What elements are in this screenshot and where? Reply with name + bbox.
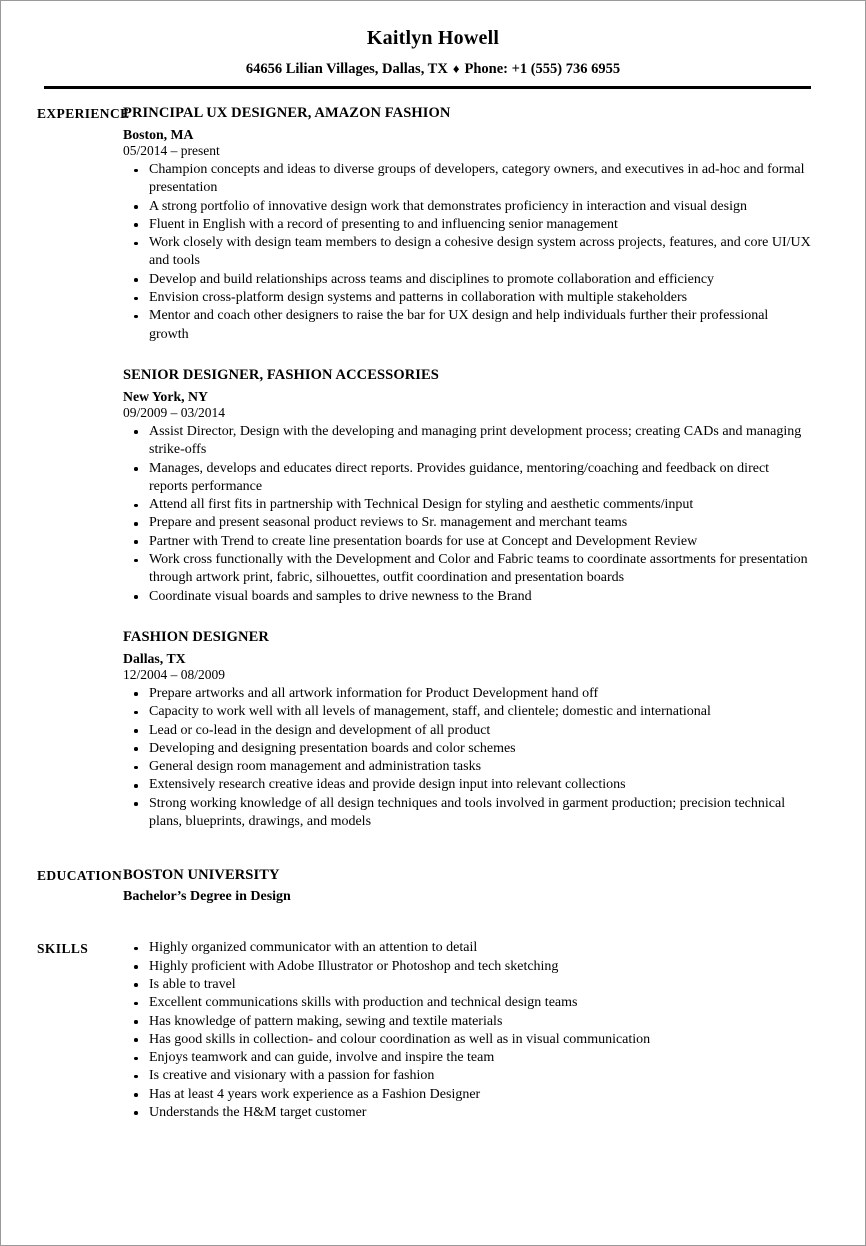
skill-bullet: Has at least 4 years work experience as a Fashion Designer: [123, 1086, 811, 1104]
skill-bullet: Has good skills in collection- and colour coordination as well as in visual communication: [123, 1031, 811, 1049]
section-label-skills: SKILLS: [37, 941, 89, 957]
skill-bullet: Highly proficient with Adobe Illustrator or Photoshop and tech sketching: [123, 958, 811, 976]
job-bullet: Attend all first fits in partnership with Technical Design for styling and aesthetic comments/input: [123, 496, 811, 514]
job-dates: 12/2004 – 08/2009: [123, 666, 226, 682]
job-location: Dallas, TX: [123, 650, 186, 666]
header-divider: [44, 86, 811, 89]
candidate-name: Kaitlyn Howell: [366, 27, 500, 49]
resume-body: [1, 104, 865, 1122]
resume-header: [1, 1, 865, 89]
job-bullet: Prepare and present seasonal product reviews to Sr. management and merchant teams: [123, 514, 811, 532]
education-entries: [123, 866, 865, 906]
job-title: PRINCIPAL UX DESIGNER, AMAZON FASHION: [123, 105, 451, 121]
job-bullet-list: [123, 161, 811, 344]
section-experience: [1, 104, 865, 831]
job-bullet: Extensively research creative ideas and provide design input into relevant collections: [123, 776, 811, 794]
skills-entries: [123, 939, 865, 1122]
education-degree: Bachelor’s Degree in Design: [123, 889, 291, 905]
job-bullet: A strong portfolio of innovative design work that demonstrates proficiency in interaction and visual design: [123, 198, 811, 216]
job-bullet-list: [123, 423, 811, 606]
resume-page-inner: [1, 1, 865, 1245]
skill-bullet: Has knowledge of pattern making, sewing and textile materials: [123, 1013, 811, 1031]
contact-line: [1, 60, 865, 78]
job-bullet: Partner with Trend to create line presentation boards for use at Concept and Development Review: [123, 533, 811, 551]
job-bullet: General design room management and administration tasks: [123, 758, 811, 776]
job-entry: [123, 104, 811, 344]
skills-bullet-list: [123, 939, 811, 1122]
job-entry: [123, 628, 811, 831]
job-dates: 09/2009 – 03/2014: [123, 404, 226, 420]
skill-bullet: Highly organized communicator with an attention to detail: [123, 939, 811, 957]
job-location: Boston, MA: [123, 127, 194, 142]
job-bullet: Lead or co-lead in the design and development of all product: [123, 722, 811, 740]
job-title: FASHION DESIGNER: [123, 628, 269, 645]
job-bullet: Developing and designing presentation boards and color schemes: [123, 740, 811, 758]
job-bullet: Work closely with design team members to design a cohesive design system across projects, features, and core UI/UX and tools: [123, 234, 811, 271]
job-title: SENIOR DESIGNER, FASHION ACCESSORIES: [123, 366, 439, 383]
job-dates: 05/2014 – present: [123, 143, 220, 158]
job-entry: [123, 366, 811, 606]
job-bullet: Capacity to work well with all levels of management, staff, and clientele; domestic and international: [123, 703, 811, 721]
section-label-experience: EXPERIENCE: [37, 106, 130, 121]
job-bullet: Manages, develops and educates direct reports. Provides guidance, mentoring/coaching and feedback on direct reports performance: [123, 460, 811, 497]
section-label-education: EDUCATION: [37, 868, 123, 884]
job-bullet: Assist Director, Design with the developing and managing print development process; creating CADs and managing strike-offs: [123, 423, 811, 460]
job-bullet: Develop and build relationships across teams and disciplines to promote collaboration and efficiency: [123, 271, 811, 289]
job-bullet: Work cross functionally with the Development and Color and Fabric teams to coordinate assortments for presentation through artwork print, fabric, silhouettes, outfit coordination and presentation boards: [123, 551, 811, 588]
skill-bullet: Excellent communications skills with production and technical design teams: [123, 994, 811, 1012]
job-bullet: Coordinate visual boards and samples to drive newness to the Brand: [123, 588, 811, 606]
experience-entries: [123, 104, 865, 831]
job-bullet: Fluent in English with a record of presenting to and influencing senior management: [123, 216, 811, 234]
section-education: [1, 866, 865, 906]
job-bullet-list: [123, 685, 811, 831]
skill-bullet: Understands the H&M target customer: [123, 1104, 811, 1122]
contact-address: 64656 Lilian Villages, Dallas, TX: [245, 61, 448, 77]
job-bullet: Champion concepts and ideas to diverse groups of developers, category owners, and executives in ad-hoc and formal presentation: [123, 161, 811, 198]
job-bullet: Mentor and coach other designers to raise the bar for UX design and help individuals further their professional growth: [123, 307, 811, 344]
section-skills: [1, 939, 865, 1122]
education-school: BOSTON UNIVERSITY: [123, 867, 280, 884]
skill-bullet: Is creative and visionary with a passion for fashion: [123, 1067, 811, 1085]
job-location: New York, NY: [123, 388, 208, 404]
skill-bullet: Is able to travel: [123, 976, 811, 994]
contact-phone: Phone: +1 (555) 736 6955: [464, 61, 621, 77]
job-bullet: Strong working knowledge of all design techniques and tools involved in garment production; precision technical plans, blueprints, drawings, and models: [123, 795, 811, 832]
job-bullet: Prepare artworks and all artwork information for Product Development hand off: [123, 685, 811, 703]
skill-bullet: Enjoys teamwork and can guide, involve and inspire the team: [123, 1049, 811, 1067]
job-bullet: Envision cross-platform design systems and patterns in collaboration with multiple stakeholders: [123, 289, 811, 307]
diamond-separator-icon: ♦: [452, 61, 460, 76]
